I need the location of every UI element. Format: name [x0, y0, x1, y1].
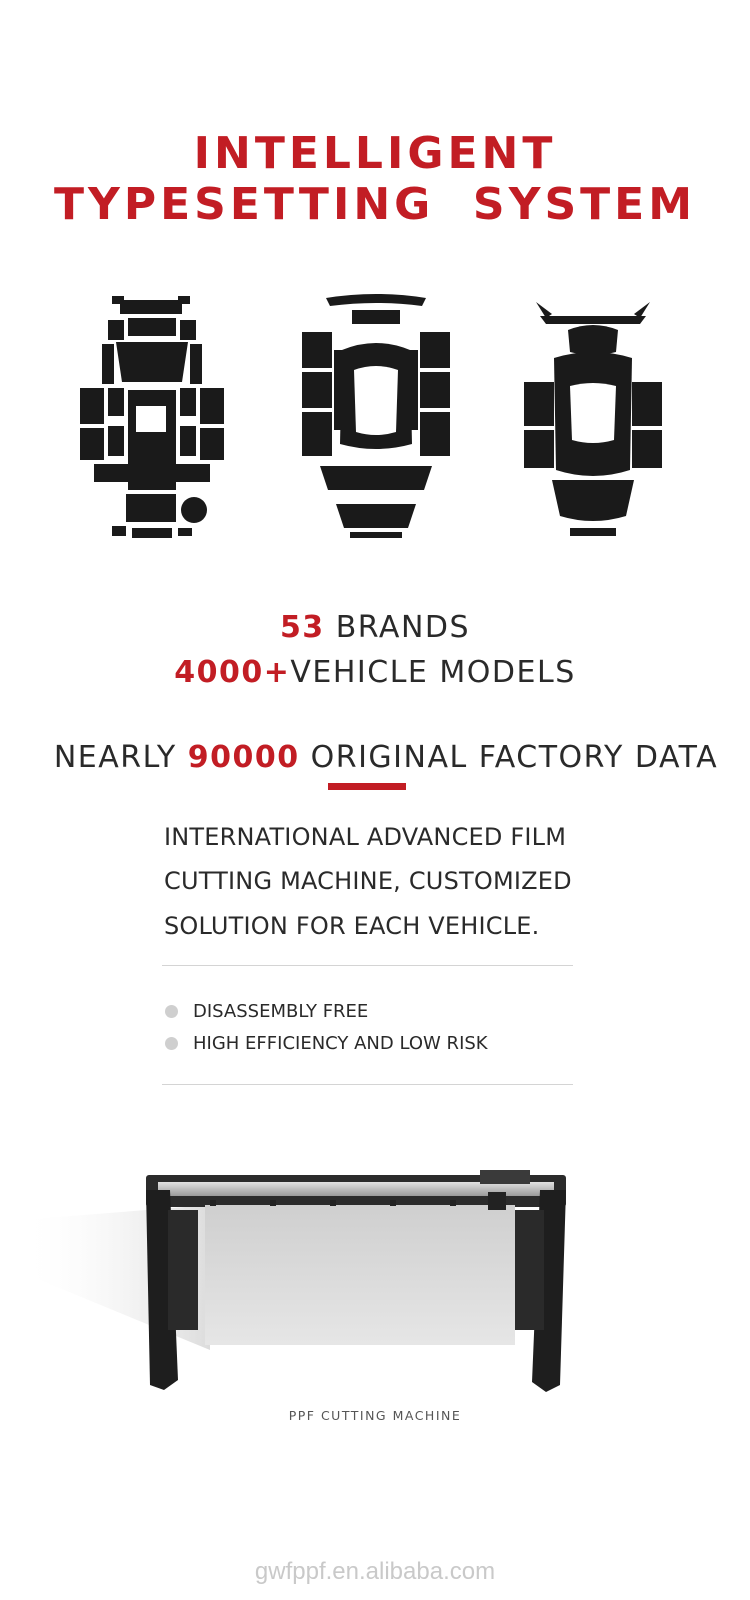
- description-line-3: SOLUTION FOR EACH VEHICLE.: [164, 912, 540, 940]
- ppf-cutting-machine-image: [0, 1150, 750, 1410]
- feature-bullet-label: HIGH EFFICIENCY AND LOW RISK: [193, 1032, 488, 1054]
- feature-bullet-label: DISASSEMBLY FREE: [193, 1000, 369, 1022]
- divider-top: [162, 965, 573, 966]
- description-line-2: CUTTING MACHINE, CUSTOMIZED: [164, 867, 572, 895]
- stat-models-label: VEHICLE MODELS: [290, 655, 576, 690]
- bullet-dot-icon: [165, 1005, 178, 1018]
- stat-brands-label: BRANDS: [324, 610, 471, 645]
- feature-bullet: [165, 1033, 488, 1053]
- stat-factory-data-prefix: NEARLY: [53, 740, 188, 775]
- ppf-pattern-suv-layout: [518, 290, 668, 545]
- feature-bullet: [165, 1001, 368, 1021]
- divider-bottom: [162, 1084, 573, 1085]
- stat-models: [0, 653, 750, 693]
- page-title-line-2: TYPESETTING SYSTEM: [53, 179, 696, 230]
- accent-divider: [328, 783, 406, 790]
- stat-brands: [0, 608, 750, 648]
- stat-factory-data-number: 90000: [187, 740, 300, 775]
- description-line-1: INTERNATIONAL ADVANCED FILM: [164, 823, 567, 851]
- ppf-pattern-sedan-layout: [72, 290, 232, 545]
- stat-brands-number: 53: [279, 610, 325, 645]
- ppf-pattern-gallery: [0, 290, 750, 555]
- stat-factory-data: [0, 698, 750, 778]
- stat-factory-data-label: ORIGINAL FACTORY DATA: [299, 740, 719, 775]
- page-title-line-1: INTELLIGENT: [193, 128, 557, 179]
- stat-models-number: 4000+: [174, 655, 291, 690]
- ppf-pattern-hatchback-layout: [296, 290, 456, 545]
- bullet-dot-icon: [165, 1037, 178, 1050]
- watermark-text: gwfppf.en.alibaba.com: [254, 1558, 496, 1585]
- machine-caption: PPF CUTTING MACHINE: [288, 1408, 462, 1423]
